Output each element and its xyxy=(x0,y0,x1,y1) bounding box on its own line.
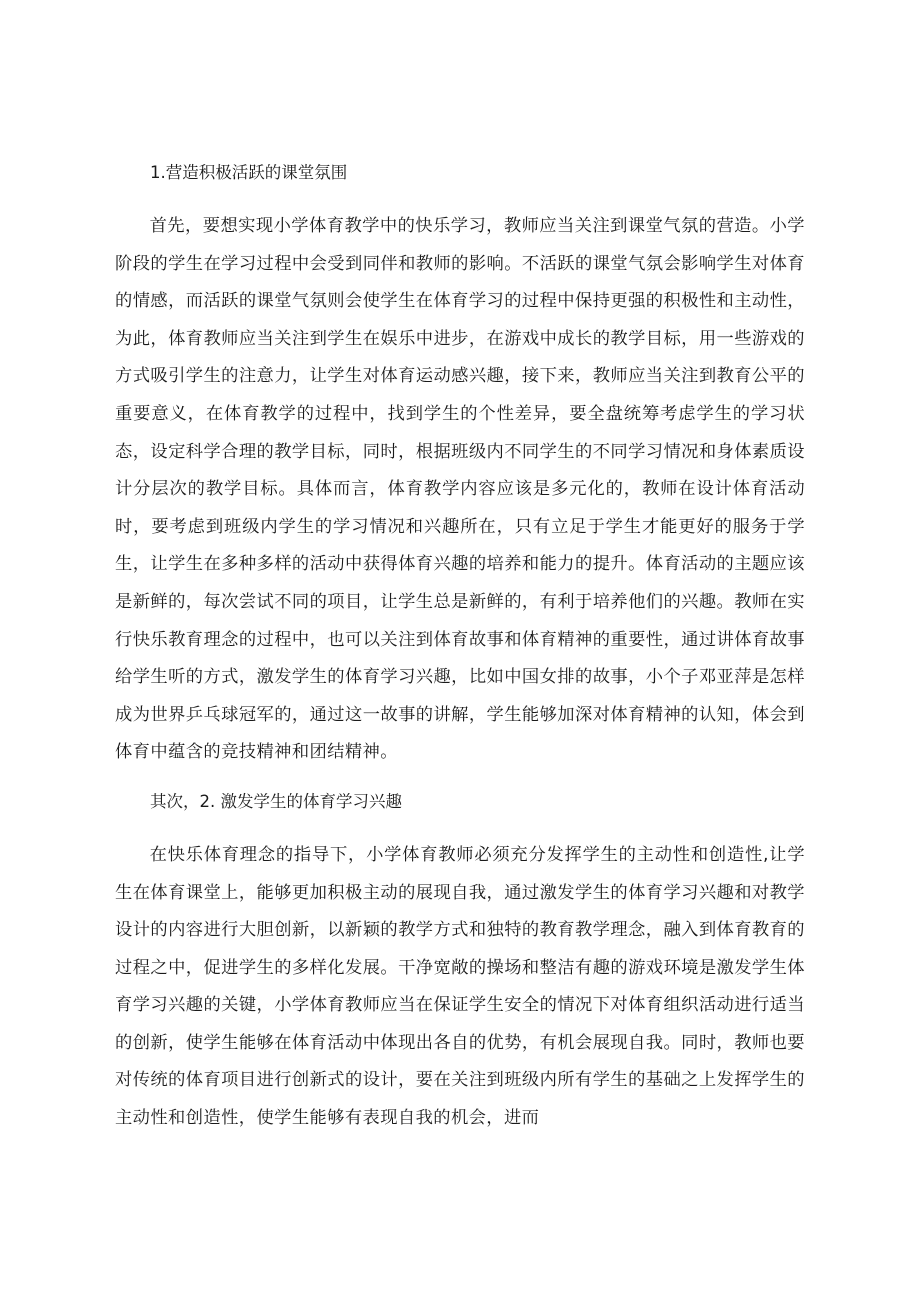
section-heading-2: 其次，2. 激发学生的体育学习兴趣 xyxy=(150,791,402,811)
document-body xyxy=(115,156,805,1138)
section-paragraph-2: 在快乐体育理念的指导下，小学体育教师必须充分发挥学生的主动性和创造性,让学生在体育课堂上，能够更加积极主动的展现自我，通过激发学生的体育学习兴趣和对教学设计的内容进行大胆创新，以新颖的教学方式和独特的教育教学理念，融入到体育教育的过程之中，促进学生的多样化发展。干净宽敞的操场和整洁有趣的游戏环境是激发学生体育学习兴趣的关键，小学体育教师应当在保证学生安全的情况下对体育组织活动进行适当的创新，使学生能够在体育活动中体现出各自的优势，有机会展现自我。同时，教师也要对传统的体育项目进行创新式的设计，要在关注到班级内所有学生的基础之上发挥学生的主动性和创造性，使学生能够有表现自我的机会，进而 xyxy=(115,844,805,1129)
section-paragraph-1: 首先，要想实现小学体育教学中的快乐学习，教师应当关注到课堂气氛的营造。小学阶段的学生在学习过程中会受到同伴和教师的影响。不活跃的课堂气氛会影响学生对体育的情感，而活跃的课堂气氛则会使学生在体育学习的过程中保持更强的积极性和主动性，为此，体育教师应当关注到学生在娱乐中进步，在游戏中成长的教学目标，用一些游戏的方式吸引学生的注意力，让学生对体育运动感兴趣，接下来，教师应当关注到教育公平的重要意义，在体育教学的过程中，找到学生的个性差异，要全盘统筹考虑学生的学习状态，设定科学合理的教学目标，同时，根据班级内不同学生的不同学习情况和身体素质设计分层次的教学目标。具体而言，体育教学内容应该是多元化的，教师在设计体育活动时，要考虑到班级内学生的学习情况和兴趣所在，只有立足于学生才能更好的服务于学生，让学生在多种多样的活动中获得体育兴趣的培养和能力的提升。体育活动的主题应该是新鲜的，每次尝试不同的项目，让学生总是新鲜的，有利于培养他们的兴趣。教师在实行快乐教育理念的过程中，也可以关注到体育故事和体育精神的重要性，通过讲体育故事给学生听的方式，激发学生的体育学习兴趣，比如中国女排的故事，小个子邓亚萍是怎样成为世界乒乓球冠军的，通过这一故事的讲解，学生能够加深对体育精神的认知，体会到体育中蕴含的竞技精神和团结精神。 xyxy=(115,216,805,763)
section-heading-1: 1.营造积极活跃的课堂氛围 xyxy=(150,163,348,182)
